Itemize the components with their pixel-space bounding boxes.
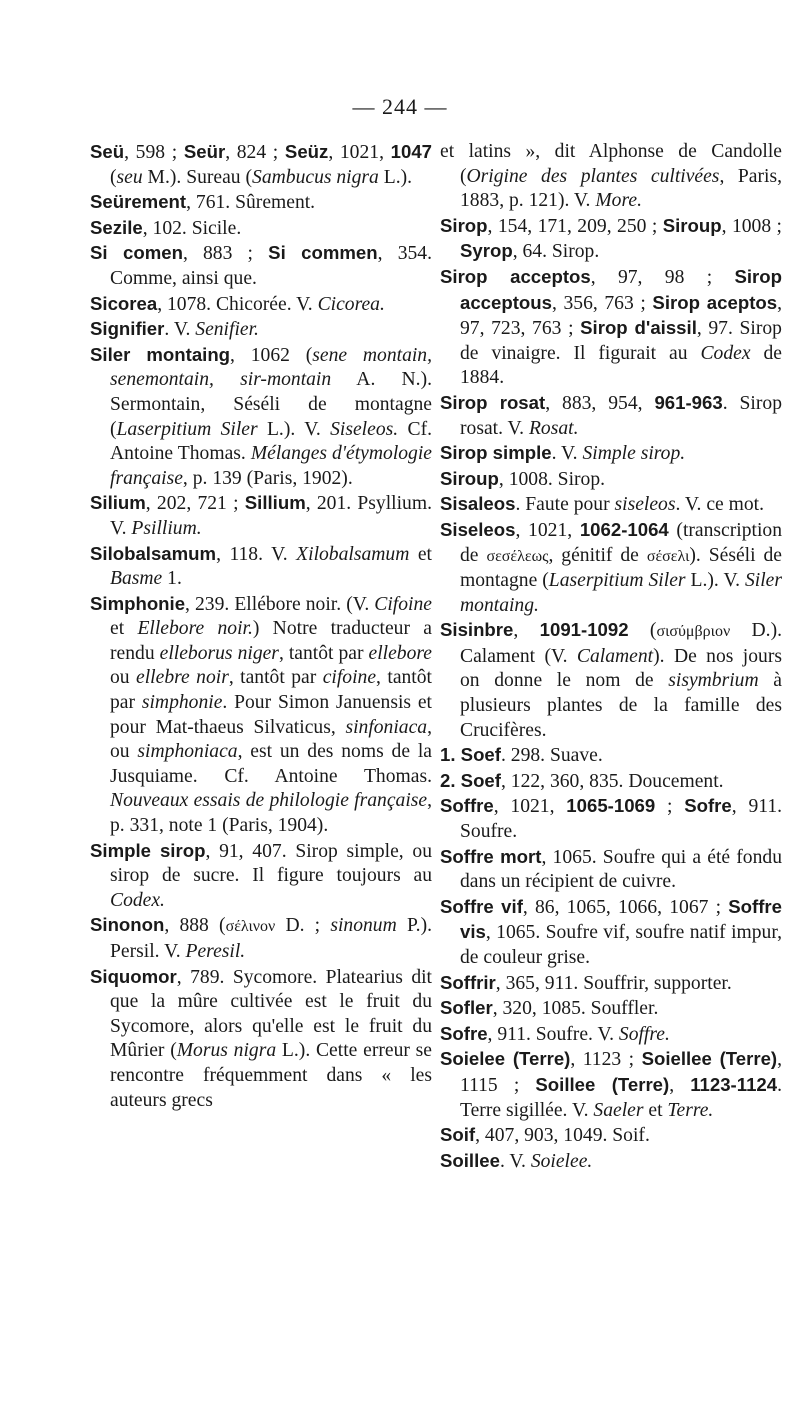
italic-text: simphonie bbox=[141, 692, 223, 714]
entry-text: , 1065. Soufre vif, soufre natif impur, de couleur grise. bbox=[460, 922, 782, 968]
entry-text: M.). Sureau ( bbox=[142, 166, 253, 188]
dictionary-entry bbox=[440, 971, 782, 997]
greek-text: σισύμβριον bbox=[656, 623, 731, 641]
italic-text: Cicorea. bbox=[317, 293, 385, 315]
entry-text: . Pour Simon Januensis et pour Mat-thaeus Silvaticus, bbox=[110, 692, 432, 738]
dictionary-entry bbox=[440, 518, 782, 618]
headword: Seür bbox=[183, 141, 226, 162]
entry-text: ( bbox=[110, 166, 117, 188]
entry-text: , 761. Sûrement. bbox=[186, 192, 316, 214]
entry-text: , 320, 1085. Souffler. bbox=[492, 998, 659, 1020]
entry-text: P.). Persil. V. bbox=[110, 915, 432, 962]
entry-text: et bbox=[110, 618, 138, 640]
entry-text: D.). Calament (V. bbox=[460, 620, 783, 667]
italic-text: sisymbrium bbox=[668, 670, 759, 692]
entry-text: , 1078. Chicorée. V. bbox=[157, 293, 318, 315]
headword: Syrop bbox=[460, 240, 513, 262]
headword: Sofre bbox=[440, 1022, 488, 1044]
headword: Siroup bbox=[440, 467, 499, 489]
dictionary-entry bbox=[90, 965, 432, 1114]
greek-text: σεσέλεως bbox=[486, 547, 549, 565]
headword: Soillee bbox=[440, 1149, 500, 1171]
dictionary-entry bbox=[440, 140, 782, 214]
entry-text: , 883 ; bbox=[182, 243, 269, 265]
headword: Siseleos bbox=[440, 518, 516, 540]
headword: 1047 bbox=[390, 141, 433, 162]
italic-text: Soffre. bbox=[618, 1023, 670, 1045]
italic-text: Psillium. bbox=[131, 517, 202, 539]
italic-text: Ellebore noir. bbox=[137, 618, 253, 640]
dictionary-entry bbox=[90, 292, 432, 318]
italic-text: siseleos bbox=[614, 494, 676, 516]
headword: Sirop simple bbox=[440, 442, 552, 464]
headword: 961-963 bbox=[654, 391, 723, 413]
headword: Sisaleos bbox=[440, 493, 516, 515]
entry-text: , 1021, bbox=[328, 142, 391, 163]
dictionary-entry bbox=[90, 839, 432, 914]
dictionary-entry bbox=[90, 343, 432, 492]
page-number: — 244 — bbox=[352, 94, 448, 119]
entry-text: , 122, 360, 835. Doucement. bbox=[500, 770, 724, 792]
headword: Sirop rosat bbox=[440, 391, 546, 413]
entry-text: , 102. Sicile. bbox=[142, 217, 242, 239]
dictionary-entry bbox=[440, 441, 782, 467]
dictionary-entry bbox=[440, 1123, 782, 1149]
entry-text: , 1008. Sirop. bbox=[498, 468, 606, 490]
italic-text: Sambucus nigra bbox=[252, 166, 379, 188]
dictionary-entry bbox=[90, 317, 432, 343]
entry-text: , 201. Psyllium. V. bbox=[110, 493, 432, 539]
dictionary-entry bbox=[440, 1047, 782, 1123]
headword: Soffre mort bbox=[440, 845, 542, 867]
italic-text: Codex bbox=[700, 342, 751, 364]
headword: Sirop acceptos bbox=[440, 265, 591, 287]
italic-text: simphoniaca bbox=[137, 741, 238, 763]
dictionary-entry bbox=[440, 214, 782, 265]
entry-text: , 118. V. bbox=[216, 543, 297, 565]
headword: Signifier bbox=[90, 318, 165, 340]
entry-text: , 202, 721 ; bbox=[145, 493, 245, 515]
italic-text: Xilobalsamum bbox=[296, 543, 410, 565]
italic-text: Laserpitium Siler bbox=[548, 570, 686, 592]
italic-text: Soielee. bbox=[530, 1150, 593, 1172]
entry-text: A. N.). Sermontain, Séséli de montagne ( bbox=[110, 369, 432, 440]
dictionary-entry bbox=[440, 391, 782, 441]
italic-text: sene montain, senemontain, sir-montain bbox=[110, 344, 433, 391]
italic-text: ellebre noir bbox=[136, 667, 229, 689]
entry-text: , bbox=[513, 620, 540, 642]
italic-text: Siseleos. bbox=[330, 418, 399, 440]
headword: Siroup bbox=[662, 214, 722, 236]
headword: Soillee (Terre) bbox=[535, 1073, 670, 1095]
entry-text: , 64. Sirop. bbox=[512, 241, 600, 263]
italic-text: Codex. bbox=[110, 889, 165, 911]
headword: Siler montaing bbox=[90, 343, 231, 365]
italic-text: Simple sirop. bbox=[582, 443, 686, 465]
italic-text: Morus nigra bbox=[176, 1040, 277, 1062]
headword: Seürement bbox=[90, 191, 187, 213]
entry-text: de 1884. bbox=[460, 342, 782, 389]
dictionary-entry bbox=[440, 618, 782, 743]
entry-text: ou bbox=[110, 667, 137, 689]
entry-text: , p. 331, note 1 (Paris, 1904). bbox=[110, 790, 432, 837]
entry-text: ( bbox=[628, 620, 657, 642]
italic-text: sinonum bbox=[330, 915, 397, 937]
headword: Soiellee (Terre) bbox=[641, 1048, 778, 1070]
entry-text: . Sirop rosat. V. bbox=[460, 392, 782, 439]
italic-text: Cifoine bbox=[374, 593, 432, 615]
italic-text: Peresil. bbox=[185, 941, 246, 962]
italic-text: elleborus niger bbox=[159, 642, 279, 664]
dictionary-entry bbox=[440, 1022, 782, 1048]
entry-text: à plusieurs plantes de la famille des Crucifères. bbox=[460, 670, 782, 741]
headword: Silium bbox=[90, 492, 146, 514]
entry-text: , 354. Comme, ainsi que. bbox=[110, 243, 432, 289]
entry-text: . V. bbox=[499, 1150, 531, 1172]
italic-text: sinfoniaca bbox=[345, 716, 428, 738]
entry-text: , 97, 98 ; bbox=[590, 266, 735, 288]
italic-text: Mélanges d'étymologie française bbox=[110, 443, 432, 489]
entry-text: , 356, 763 ; bbox=[551, 292, 653, 314]
dictionary-entry bbox=[440, 895, 782, 971]
entry-text: , 86, 1065, 1066, 1067 ; bbox=[522, 896, 729, 918]
italic-text: Nouveaux essais de philologie française bbox=[110, 790, 428, 812]
dictionary-entry bbox=[440, 845, 782, 895]
entry-text: , tantôt par bbox=[110, 667, 432, 714]
entry-text: , 911. Soufre. V. bbox=[487, 1023, 619, 1045]
headword: 1. Soef bbox=[440, 744, 501, 766]
entry-text: , 1123 ; bbox=[570, 1049, 642, 1071]
entry-text: , 1021, bbox=[515, 519, 580, 541]
headword: Sirop bbox=[440, 214, 488, 236]
entry-text: , p. 139 (Paris, 1902). bbox=[182, 467, 353, 489]
entry-text: 1. bbox=[162, 568, 182, 590]
headword: Sofre bbox=[684, 795, 732, 817]
headword: Sofler bbox=[440, 997, 493, 1019]
entry-text: , 365, 911. Souffrir, supporter. bbox=[495, 972, 732, 994]
entry-text: , bbox=[669, 1074, 691, 1096]
headword: Simphonie bbox=[90, 592, 186, 614]
dictionary-entry bbox=[90, 542, 432, 592]
dictionary-entry bbox=[90, 913, 432, 964]
entry-text: ). De nos jours on donne le nom de bbox=[460, 645, 782, 692]
entry-text: , tantôt par bbox=[278, 642, 369, 664]
entry-text: , 888 ( bbox=[164, 915, 226, 937]
entry-text: ; bbox=[655, 796, 685, 818]
entry-text: . V. ce mot. bbox=[675, 494, 765, 516]
dictionary-entry bbox=[90, 190, 432, 216]
headword: 2. Soef bbox=[440, 769, 501, 791]
italic-text: ellebore bbox=[368, 642, 433, 664]
headword: Sirop aceptos bbox=[652, 291, 778, 313]
entry-text: , 1021, bbox=[493, 796, 567, 818]
entry-text: , est un des noms de la Jusquiame. Cf. Antoine Thomas. bbox=[110, 741, 432, 787]
headword: 1123-1124 bbox=[690, 1073, 778, 1095]
entry-text: , 789. Sycomore. Platearius dit que la mûre cultivée est le fruit du Sycomore, alors qu'elle est le fruit du Mûrier ( bbox=[110, 966, 432, 1062]
italic-text: cifoine bbox=[322, 667, 377, 689]
entry-text: et latins », dit Alphonse de Candolle ( bbox=[440, 141, 782, 187]
italic-text: Calament bbox=[576, 645, 654, 667]
entry-text: et bbox=[409, 543, 432, 565]
entry-text: , 239. Ellébore noir. (V. bbox=[185, 593, 375, 615]
headword: 1091-1092 bbox=[539, 619, 629, 641]
headword: Soffre bbox=[440, 795, 494, 817]
entry-text: , 824 ; bbox=[225, 142, 285, 163]
entry-text: Cf. Antoine Thomas. bbox=[110, 418, 432, 465]
italic-text: Rosat. bbox=[528, 417, 579, 439]
entry-text: . V. bbox=[551, 443, 583, 465]
entry-text: . Faute pour bbox=[515, 494, 615, 516]
entry-text: L.). bbox=[378, 166, 413, 188]
headword: Soffre vif bbox=[440, 895, 523, 917]
entry-text: , 97. Sirop de vinaigre. Il figurait au bbox=[460, 318, 782, 364]
italic-text: Laserpitium Siler bbox=[116, 418, 258, 440]
dictionary-entry bbox=[440, 743, 782, 769]
entry-text: , 1115 ; bbox=[460, 1049, 783, 1096]
entry-text: , 91, 407. Sirop simple, ou sirop de sucre. Il figure toujours au bbox=[110, 840, 433, 887]
entry-text: (transcription de bbox=[460, 519, 782, 566]
headword: Siquomor bbox=[90, 965, 177, 987]
dictionary-entry bbox=[440, 467, 782, 493]
entry-text: . 298. Suave. bbox=[500, 745, 603, 767]
italic-text: Terre. bbox=[667, 1099, 714, 1121]
right-column bbox=[440, 140, 782, 1174]
italic-text: Origine des plantes cultivées bbox=[466, 165, 720, 187]
dictionary-entry bbox=[440, 794, 782, 844]
headword: Soif bbox=[440, 1124, 476, 1146]
headword: Simple sirop bbox=[90, 839, 206, 861]
dictionary-entry bbox=[440, 1149, 782, 1175]
headword: Si commen bbox=[268, 242, 378, 264]
headword: Silobalsamum bbox=[90, 542, 217, 564]
entry-text: , tantôt par bbox=[228, 667, 323, 689]
italic-text: seu bbox=[116, 166, 143, 188]
entry-text: L.). Cette erreur se rencontre fréquemment dans « les auteurs grecs bbox=[110, 1040, 432, 1111]
italic-text: Siler montaing. bbox=[460, 570, 783, 616]
entry-text: , 1065. Soufre qui a été fondu dans un récipient de cuivre. bbox=[460, 846, 782, 893]
left-column bbox=[90, 140, 432, 1113]
greek-text: σέσελι bbox=[646, 547, 690, 565]
headword: Sirop acceptous bbox=[460, 265, 782, 313]
italic-text: Saeler bbox=[593, 1099, 644, 1121]
headword: Sicorea bbox=[90, 292, 158, 314]
entry-text: L.). V. bbox=[257, 418, 331, 440]
dictionary-entry bbox=[440, 996, 782, 1022]
entry-text: , 407, 903, 1049. Soif. bbox=[475, 1125, 650, 1147]
entry-text: , ou bbox=[110, 716, 432, 763]
entry-text: , 883, 954, bbox=[545, 392, 655, 414]
headword: Soielee (Terre) bbox=[440, 1048, 571, 1070]
dictionary-entry bbox=[90, 241, 432, 291]
entry-text: et bbox=[643, 1099, 668, 1121]
entry-text: , 598 ; bbox=[124, 142, 184, 163]
headword: Soffre vis bbox=[460, 895, 782, 943]
dictionary-entry bbox=[440, 492, 782, 518]
headword: Sisinbre bbox=[440, 619, 514, 641]
entry-text: , 1008 ; bbox=[721, 215, 782, 237]
dictionary-entry bbox=[440, 769, 782, 795]
italic-text: Basme bbox=[110, 568, 163, 590]
entry-text: . Terre sigillée. V. bbox=[460, 1074, 782, 1121]
headword: Sezile bbox=[90, 216, 143, 238]
headword: Si comen bbox=[90, 242, 183, 264]
headword: Seüz bbox=[284, 141, 329, 162]
entry-text: . V. bbox=[164, 319, 196, 341]
entry-text: , 911. Soufre. bbox=[460, 796, 783, 843]
headword: Seü bbox=[90, 141, 125, 162]
entry-text: , 154, 171, 209, 250 ; bbox=[487, 215, 663, 237]
headword: Sinonon bbox=[90, 914, 165, 936]
headword: Soffrir bbox=[440, 971, 496, 993]
headword: Sirop d'aissil bbox=[580, 317, 697, 339]
dictionary-entry bbox=[90, 491, 432, 541]
headword: 1062-1064 bbox=[579, 518, 669, 540]
entry-text: , 1062 ( bbox=[230, 344, 313, 366]
entry-text: D. ; bbox=[275, 915, 331, 937]
dictionary-entry bbox=[90, 592, 432, 839]
entry-text: , 97, 723, 763 ; bbox=[460, 292, 782, 340]
entry-text: , Paris, 1883, p. 121). V. bbox=[460, 165, 782, 212]
headword: 1065-1069 bbox=[566, 795, 656, 817]
entry-text: L.). V. bbox=[685, 570, 745, 592]
entry-text: ). Séséli de montagne ( bbox=[460, 544, 782, 592]
entry-text: , génitif de bbox=[548, 544, 647, 566]
italic-text: More. bbox=[595, 190, 642, 212]
greek-text: σέλινον bbox=[225, 918, 276, 936]
italic-text: Senifier. bbox=[195, 319, 259, 341]
entry-text: ) Notre traducteur a rendu bbox=[110, 618, 432, 664]
dictionary-entry bbox=[90, 140, 432, 190]
dictionary-entry bbox=[90, 216, 432, 242]
dictionary-entry bbox=[440, 265, 782, 391]
headword: Sillium bbox=[244, 492, 306, 514]
